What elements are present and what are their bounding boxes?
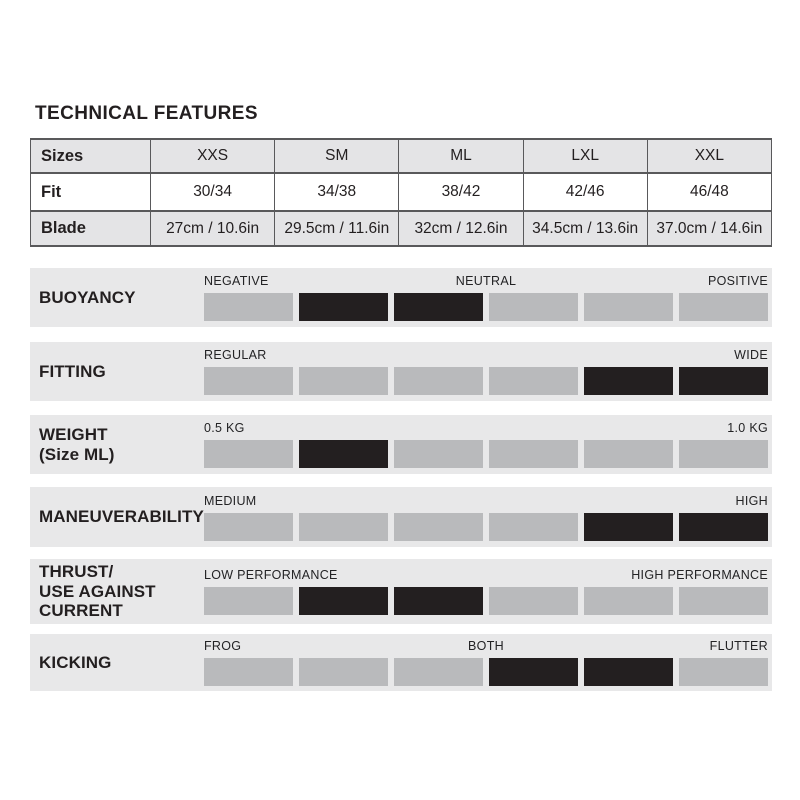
table-cell: 29.5cm / 11.6in <box>275 211 399 246</box>
level-segment-inactive <box>299 658 388 686</box>
feature-label-line: THRUST/ <box>39 561 114 581</box>
scale-label-right: WIDE <box>734 348 768 362</box>
table-cell: 32cm / 12.6in <box>399 211 523 246</box>
table-cell: XXS <box>151 139 275 173</box>
feature-band-weight <box>30 415 772 474</box>
table-row-fit <box>31 173 772 211</box>
level-segment-inactive <box>204 658 293 686</box>
table-cell: 38/42 <box>399 173 523 211</box>
table-cell: 30/34 <box>151 173 275 211</box>
level-segment-inactive <box>394 367 483 395</box>
feature-label-line: BUOYANCY <box>39 287 136 307</box>
level-segment-active <box>584 658 673 686</box>
level-segment-inactive <box>299 367 388 395</box>
scale-labels <box>204 494 768 508</box>
table-cell: 27cm / 10.6in <box>151 211 275 246</box>
table-cell: SM <box>275 139 399 173</box>
table-cell: 34/38 <box>275 173 399 211</box>
level-segment-inactive <box>489 293 578 321</box>
feature-label <box>30 268 204 327</box>
table-cell: 46/48 <box>647 173 771 211</box>
table-cell: 34.5cm / 13.6in <box>523 211 647 246</box>
level-segment-inactive <box>584 587 673 615</box>
scale-label-right: HIGH <box>735 493 768 508</box>
scale-label-right: HIGH PERFORMANCE <box>631 568 768 582</box>
scale-label-left: LOW PERFORMANCE <box>204 568 338 582</box>
level-segment-active <box>299 293 388 321</box>
feature-label-line: KICKING <box>39 652 112 672</box>
feature-band-kicking <box>30 634 772 691</box>
level-segment-inactive <box>679 658 768 686</box>
row-header-blade: Blade <box>31 211 151 246</box>
level-segment-inactive <box>489 587 578 615</box>
level-segment-active <box>584 513 673 541</box>
table-cell: XXL <box>647 139 771 173</box>
scale-label-right: POSITIVE <box>707 274 768 288</box>
scale-label-left: REGULAR <box>204 348 267 362</box>
level-segment-active <box>299 440 388 468</box>
scale-label-right: FLUTTER <box>709 639 768 653</box>
row-header-sizes: Sizes <box>31 139 151 173</box>
table-row-sizes <box>31 139 772 173</box>
scale-label-left: 0.5 KG <box>204 421 245 435</box>
scale-labels <box>204 421 768 435</box>
table-cell: 42/46 <box>523 173 647 211</box>
scale-label-left: NEGATIVE <box>204 274 269 288</box>
size-table <box>30 138 772 247</box>
feature-label-line: (Size ML) <box>39 444 115 464</box>
feature-band-buoyancy <box>30 268 772 327</box>
level-segment-inactive <box>394 658 483 686</box>
scale-label-center: NEUTRAL <box>455 274 517 288</box>
level-segment-inactive <box>679 293 768 321</box>
level-segment-inactive <box>299 513 388 541</box>
level-segment-active <box>679 513 768 541</box>
feature-level-bar <box>204 367 768 395</box>
level-segment-inactive <box>204 587 293 615</box>
feature-band-fitting <box>30 342 772 401</box>
level-segment-inactive <box>204 293 293 321</box>
feature-label <box>30 559 204 624</box>
feature-label <box>30 634 204 691</box>
table-cell: LXL <box>523 139 647 173</box>
scale-label-right: 1.0 KG <box>727 421 768 435</box>
level-segment-inactive <box>679 440 768 468</box>
table-cell: 37.0cm / 14.6in <box>647 211 771 246</box>
level-segment-inactive <box>204 367 293 395</box>
feature-level-bar <box>204 293 768 321</box>
level-segment-active <box>679 367 768 395</box>
level-segment-inactive <box>489 440 578 468</box>
level-segment-active <box>489 658 578 686</box>
feature-label-line: USE AGAINST <box>39 581 156 601</box>
table-row-blade <box>31 211 772 246</box>
scale-labels <box>204 274 768 288</box>
level-segment-inactive <box>204 440 293 468</box>
scale-label-center: BOTH <box>468 639 504 653</box>
table-cell: ML <box>399 139 523 173</box>
level-segment-inactive <box>584 440 673 468</box>
page-title: TECHNICAL FEATURES <box>35 103 258 124</box>
level-segment-inactive <box>394 513 483 541</box>
feature-level-bar <box>204 513 768 541</box>
feature-label-line: MANEUVERABILITY <box>39 507 204 527</box>
feature-band-maneuverability <box>30 487 772 547</box>
feature-label-line: WEIGHT <box>39 424 108 444</box>
feature-band-thrust <box>30 559 772 624</box>
scale-labels <box>204 639 768 653</box>
feature-label-line: FITTING <box>39 361 106 381</box>
level-segment-inactive <box>489 367 578 395</box>
row-header-fit: Fit <box>31 173 151 211</box>
level-segment-active <box>584 367 673 395</box>
level-segment-inactive <box>394 440 483 468</box>
scale-labels <box>204 568 768 582</box>
level-segment-inactive <box>584 293 673 321</box>
feature-label <box>30 415 204 474</box>
level-segment-inactive <box>204 513 293 541</box>
level-segment-active <box>394 293 483 321</box>
feature-level-bar <box>204 440 768 468</box>
level-segment-inactive <box>489 513 578 541</box>
level-segment-active <box>394 587 483 615</box>
feature-label-line: CURRENT <box>39 601 123 621</box>
level-segment-active <box>299 587 388 615</box>
scale-labels <box>204 348 768 362</box>
level-segment-inactive <box>679 587 768 615</box>
scale-label-left: MEDIUM <box>204 493 257 508</box>
feature-level-bar <box>204 587 768 615</box>
feature-label <box>30 342 204 401</box>
feature-label <box>30 487 204 547</box>
feature-level-bar <box>204 658 768 686</box>
scale-label-left: FROG <box>204 639 242 653</box>
